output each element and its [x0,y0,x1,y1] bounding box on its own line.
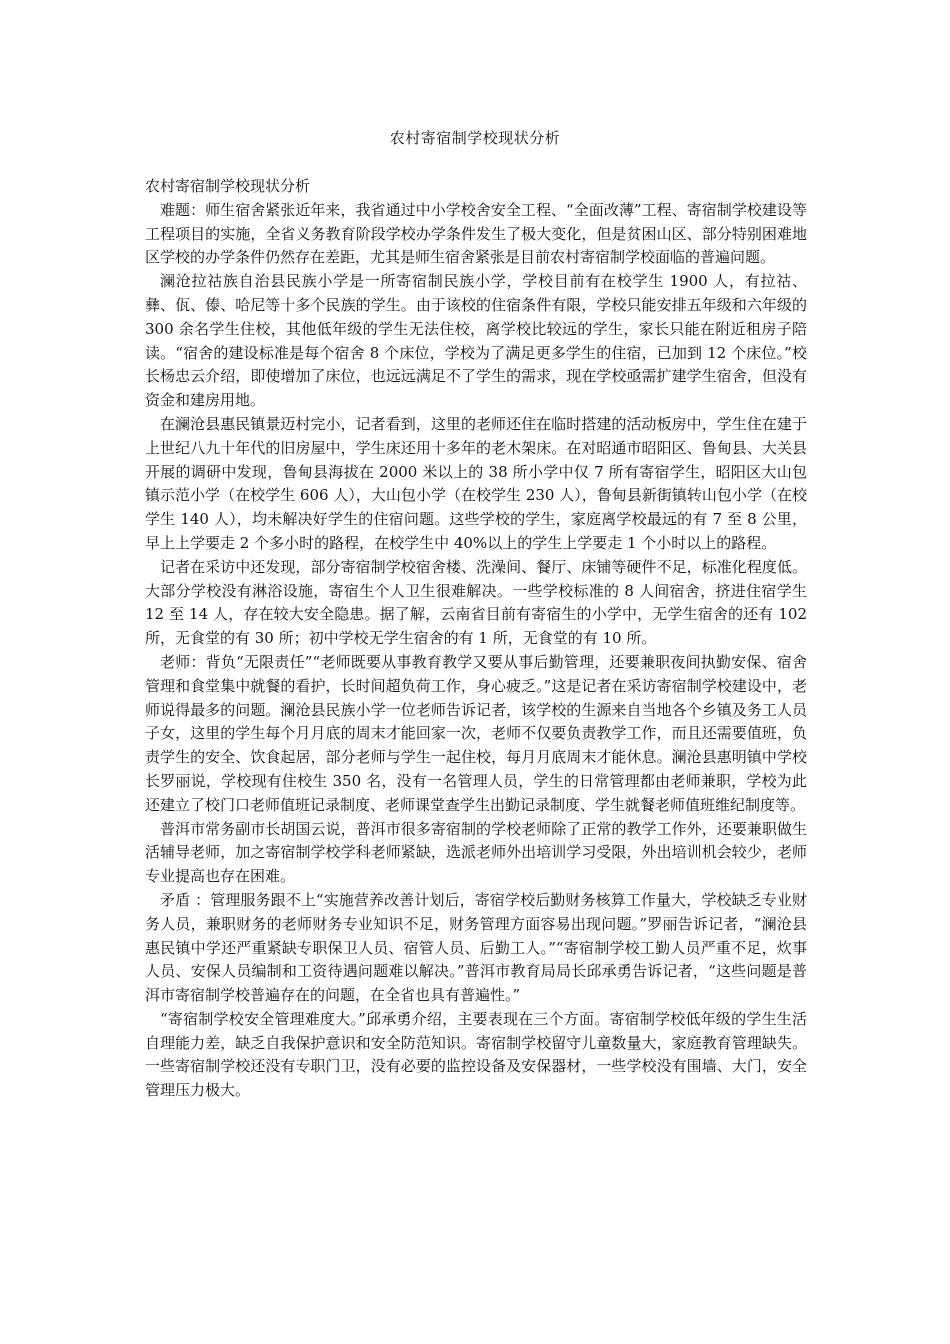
paragraph-puer-vice-mayor: 普洱市常务副市长胡国云说，普洱市很多寄宿制的学校老师除了正常的教学工作外，还要兼职做生活辅导老师，加之寄宿制学校学科老师紧缺，选派老师外出培训学习受限，外出培训机会较少，老师专业提高也存在困难。 [145,819,807,886]
paragraph-teachers: 老师：背负“无限责任”“老师既要从事教育教学又要从事后勤管理，还要兼职夜间执勤安保、宿舍管理和食堂集中就餐的看护，长时间超负荷工作，身心疲乏。”这是记者在采访寄宿制学校建设中，老师说得最多的问题。澜沧县民族小学一位老师告诉记者，该学校的生源来自当地各个乡镇及务工人员子女，这里的学生每个月月底的周末才能回家一次，老师不仅要负责教学工作，而且还需要值班，负责学生的安全、饮食起居，部分老师与学生一起住校，每月月底周末才能休息。澜沧县惠明镇中学校长罗丽说，学校现有住校生 350 名，没有一名管理人员，学生的日常管理都由老师兼职，学校为此还建立了校门口老师值班记录制度、老师课堂查学生出勤记录制度、学生就餐老师值班维纪制度等。 [145,652,807,814]
paragraph-lancang-school: 澜沧拉祜族自治县民族小学是一所寄宿制民族小学，学校目前有在校学生 1900 人，有拉祜、彝、佤、傣、哈尼等十多个民族的学生。由于该校的住宿条件有限，学校只能安排五年级和六年级的 300 余名学生住校，其他低年级的学生无法住校，离学校比较远的学生，家长只能在附近租房子陪读。“宿舍的建设标准是每个宿舍 8 个床位，学校为了满足更多学生的住宿，已加到 12 个床位。”校长杨忠云介绍，即使增加了床位，也远远满足不了学生的需求，现在学校亟需扩建学生宿舍，但没有资金和建房用地。 [145,272,807,410]
document-body [145,175,807,1103]
paragraph-jingmai-village: 在澜沧县惠民镇景迈村完小，记者看到，这里的老师还住在临时搭建的活动板房中，学生住在建于上世纪八九十年代的旧房屋中，学生床还用十多年的老木架床。在对昭通市昭阳区、鲁甸县、大关县开展的调研中发现，鲁甸县海拔在 2000 米以上的 38 所小学中仅 7 所有寄宿学生，昭阳区大山包镇示范小学（在校学生 606 人），大山包小学（在校学生 230 人），鲁甸县新街镇转山包小学（在校学生 140 人），均未解决好学生的住宿问题。这些学校的学生，家庭离学校最远的有 7 至 8 公里，早上上学要走 2 个多小时的路程，在校学生中 40%以上的学生上学要走 1 个小时以上的路程。 [145,414,807,552]
paragraph-safety: “寄宿制学校安全管理难度大。”邱承勇介绍，主要表现在三个方面。寄宿制学校低年级的学生生活自理能力差，缺乏自我保护意识和安全防范知识。寄宿制学校留守儿童数量大，家庭教育管理缺失。一些寄宿制学校还没有专职门卫，没有必要的监控设备及安保器材，一些学校没有围墙、大门，安全管理压力极大。 [145,1009,807,1100]
paragraph-difficulty: 难题：师生宿舍紧张近年来，我省通过中小学校舍安全工程、“全面改薄”工程、寄宿制学校建设等工程项目的实施，全省义务教育阶段学校办学条件发生了极大变化，但是贫困山区、部分特别困难地区学校的办学条件仍然存在差距，尤其是师生宿舍紧张是目前农村寄宿制学校面临的普遍问题。 [145,200,807,267]
document-heading: 农村寄宿制学校现状分析 [145,177,311,195]
paragraph-contradiction: 矛盾 ：管理服务跟不上“实施营养改善计划后，寄宿学校后勤财务核算工作量大，学校缺乏专业财务人员，兼职财务的老师财务专业知识不足，财务管理方面容易出现问题。”罗丽告诉记者，“澜沧县惠民镇中学还严重紧缺专职保卫人员、宿管人员、后勤工人。”“寄宿制学校工勤人员严重不足，炊事人员、安保人员编制和工资待遇问题难以解决。”普洱市教育局局长邱承勇告诉记者，“这些问题是普洱市寄宿制学校普遍存在的问题，在全省也具有普遍性。” [145,890,807,1005]
document-title: 农村寄宿制学校现状分析 [389,129,561,147]
paragraph-facilities: 记者在采访中还发现，部分寄宿制学校宿舍楼、洗澡间、餐厅、床铺等硬件不足，标准化程度低。大部分学校没有淋浴设施，寄宿生个人卫生很难解决。一些学校标准的 8 人间宿舍，挤进住宿学生 12 至 14 人，存在较大安全隐患。据了解，云南省目前有寄宿生的小学中，无学生宿舍的还有 102 所，无食堂的有 30 所；初中学校无学生宿舍的有 1 所，无食堂的有 10 所。 [145,557,807,648]
